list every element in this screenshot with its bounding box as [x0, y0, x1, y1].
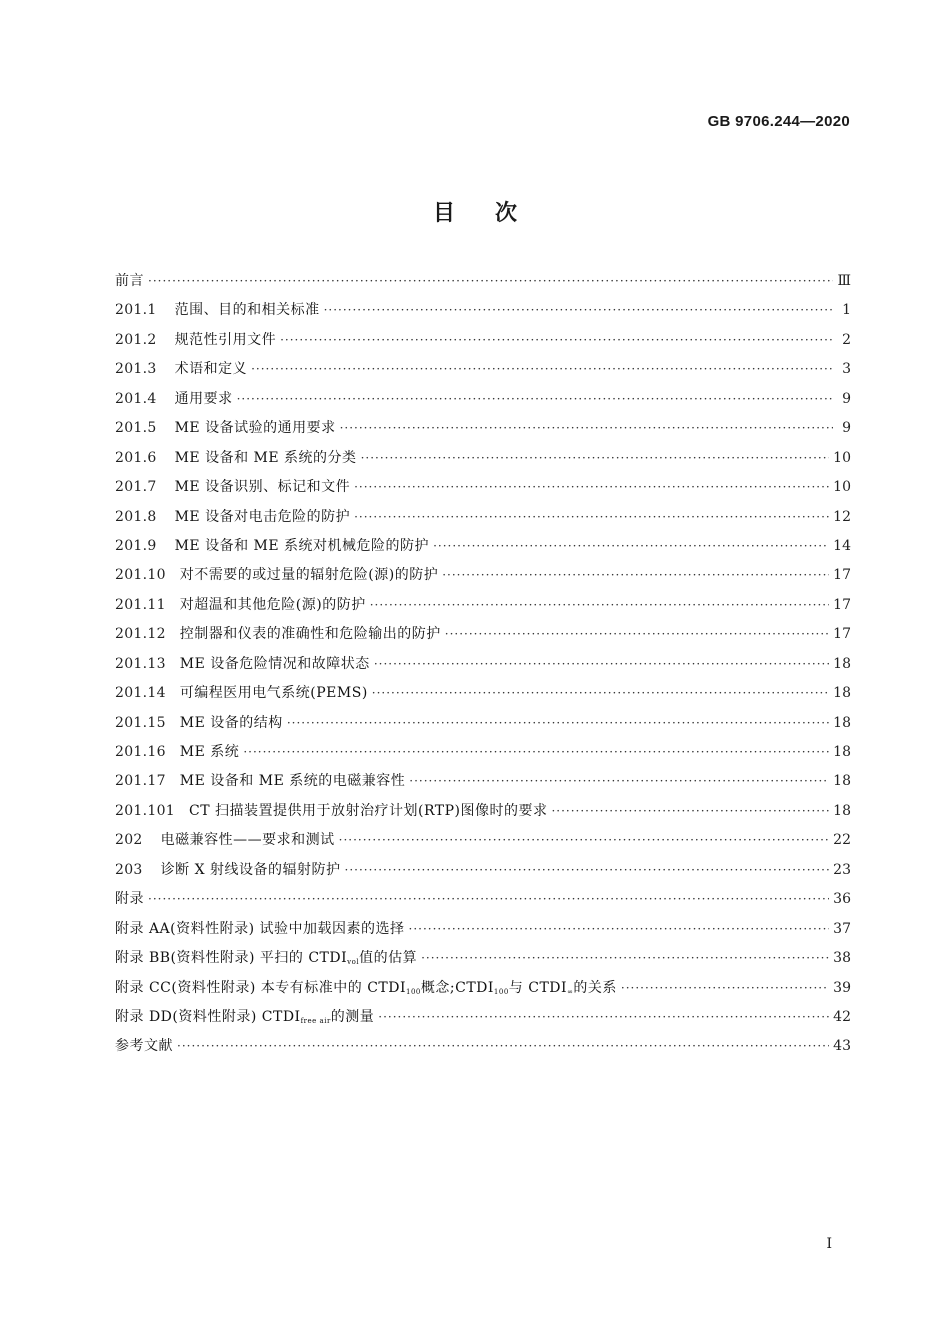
toc-leader-dots	[372, 686, 829, 700]
toc-entry[interactable]	[115, 417, 851, 446]
toc-entry-title-text: 控制器和仪表的准确性和危险输出的防护	[179, 626, 441, 643]
toc-entry-title	[180, 564, 438, 584]
toc-entry-title	[175, 329, 277, 349]
toc-entry-number: 203	[115, 861, 143, 878]
toc-entry-title-text: 前言	[115, 273, 144, 289]
toc-entry-title-text: 诊断 X 射线设备的辐射防护	[160, 861, 341, 878]
toc-entry[interactable]	[115, 594, 851, 623]
toc-entry-title-tail: 概念;CTDI	[420, 979, 494, 996]
toc-entry-number: 201.101	[115, 802, 175, 819]
toc-entry-page: 14	[833, 537, 851, 554]
toc-entry-number: 201.10	[115, 567, 166, 584]
toc-entry-title	[115, 1006, 374, 1026]
toc-entry[interactable]	[115, 535, 851, 564]
toc-entry-title	[175, 535, 429, 555]
toc-entry-number: 201.6	[115, 449, 157, 466]
toc-entry-number: 201.14	[115, 685, 166, 702]
toc-entry-title	[180, 741, 240, 761]
toc-entry[interactable]	[115, 888, 851, 917]
toc-leader-dots	[421, 951, 829, 965]
toc-entry-page: 39	[833, 979, 851, 996]
toc-entry[interactable]	[115, 977, 851, 1006]
toc-entry-number: 201.4	[115, 390, 157, 407]
toc-leader-dots	[251, 362, 833, 376]
toc-entry-page: 17	[833, 626, 851, 643]
toc-entry-page: Ⅲ	[837, 273, 851, 289]
toc-entry-title	[175, 476, 351, 496]
toc-leader-dots	[280, 333, 833, 347]
toc-entry-subscript: free air	[300, 1016, 331, 1025]
toc-leader-dots	[243, 745, 829, 759]
toc-entry-title	[115, 977, 617, 997]
toc-entry-page: 18	[833, 655, 851, 672]
toc-entry-number: 201.12	[115, 626, 166, 643]
toc-entry[interactable]	[115, 270, 851, 299]
toc-leader-dots	[374, 657, 829, 671]
toc-entry-page: 17	[833, 567, 851, 584]
toc-entry-title-text: 对超温和其他危险(源)的防护	[179, 596, 366, 613]
toc-leader-dots	[324, 303, 833, 317]
toc-entry-page: 23	[833, 861, 851, 878]
toc-entry-title-text: ME 系统	[179, 744, 240, 760]
toc-entry-title-text: ME 设备和 ME 系统的分类	[174, 449, 357, 466]
toc-entry-number: 201.5	[115, 420, 157, 437]
toc-entry-page: 43	[833, 1038, 851, 1055]
toc-entry-title-text: 可编程医用电气系统(PEMS)	[179, 685, 368, 702]
toc-entry[interactable]	[115, 770, 851, 799]
toc-entry-page: 36	[833, 891, 851, 908]
toc-entry-page: 17	[833, 596, 851, 613]
toc-entry-title	[180, 712, 283, 732]
toc-entry-subscript: 100	[406, 987, 421, 996]
toc-entry-title-text: 电磁兼容性——要求和测试	[160, 832, 335, 849]
toc-entry-subscript: ∞	[567, 987, 574, 996]
toc-entry-title-text: ME 设备对电击危险的防护	[174, 508, 351, 525]
toc-entry-number: 201.15	[115, 714, 166, 731]
toc-entry[interactable]	[115, 829, 851, 858]
toc-entry-title-text: 附录 AA(资料性附录) 试验中加载因素的选择	[115, 920, 405, 937]
toc-entry-title-text: ME 设备危险情况和故障状态	[179, 655, 370, 672]
toc-entry-page: 18	[833, 714, 851, 731]
toc-entry-page: 37	[833, 920, 851, 937]
toc-entry-title-text: ME 设备试验的通用要求	[174, 420, 336, 437]
toc-entry[interactable]	[115, 712, 851, 741]
toc-entry-page: 2	[842, 331, 851, 348]
toc-entry-page: 1	[842, 302, 851, 319]
toc-entry-number: 201.7	[115, 479, 157, 496]
toc-entry-title-text: 参考文献	[115, 1038, 173, 1055]
toc-entry[interactable]	[115, 388, 851, 417]
toc-entry-title-tail: 的测量	[330, 1008, 375, 1025]
toc-entry-title	[161, 859, 341, 879]
toc-entry-page: 18	[833, 802, 851, 819]
toc-entry[interactable]	[115, 1006, 851, 1035]
toc-entry[interactable]	[115, 506, 851, 535]
toc-entry-page: 42	[833, 1008, 851, 1025]
toc-entry-page: 9	[842, 390, 851, 407]
toc-leader-dots	[237, 392, 833, 406]
toc-entry-title	[175, 447, 357, 467]
toc-entry-title-tail: 的关系	[573, 979, 617, 996]
toc-entry-page: 22	[833, 832, 851, 849]
toc-entry-title	[115, 918, 405, 938]
toc-leader-dots	[148, 274, 833, 288]
toc-entry-title-text: ME 设备的结构	[179, 714, 283, 731]
toc-entry[interactable]	[115, 918, 851, 947]
toc-leader-dots	[445, 627, 829, 641]
standard-code: GB 9706.244—2020	[707, 113, 850, 130]
page-title: 目次	[432, 201, 557, 226]
toc-entry-page: 18	[833, 685, 851, 702]
toc-leader-dots	[370, 598, 829, 612]
toc-entry[interactable]	[115, 623, 851, 652]
toc-entry-subscript: vol	[347, 958, 360, 967]
toc-entry-title-text: 对不需要的或过量的辐射危险(源)的防护	[179, 567, 439, 584]
toc-entry-number: 201.11	[115, 596, 166, 613]
toc-entry[interactable]	[115, 800, 851, 829]
toc-entry-title-text: CT 扫描装置提供用于放射治疗计划(RTP)图像时的要求	[189, 802, 548, 819]
toc-entry-title-text: 范围、目的和相关标准	[174, 302, 320, 319]
toc-leader-dots	[378, 1010, 829, 1024]
toc-entry-page: 9	[842, 420, 851, 437]
toc-entry-page: 10	[833, 479, 851, 496]
toc-entry-number: 201.3	[115, 361, 157, 378]
toc-leader-dots	[339, 833, 830, 847]
toc-entry-title	[180, 682, 368, 702]
toc-leader-dots	[409, 922, 830, 936]
toc-entry-page: 18	[833, 744, 851, 760]
toc-entry[interactable]	[115, 741, 851, 770]
toc-entry-title	[175, 506, 351, 526]
toc-entry-title	[175, 417, 336, 437]
toc-entry-title-text: 术语和定义	[174, 361, 248, 378]
toc-entry-title	[175, 388, 233, 408]
toc-entry-title-text: ME 设备和 ME 系统对机械危险的防护	[174, 537, 430, 554]
toc-entry-title-text: ME 设备识别、标记和文件	[174, 479, 351, 496]
page-number: I	[826, 1236, 832, 1252]
toc-entry[interactable]	[115, 859, 851, 888]
toc-entry-title-text: 通用要求	[174, 390, 233, 407]
toc-leader-dots	[354, 480, 829, 494]
toc-leader-dots	[551, 804, 829, 818]
toc-entry-title	[180, 770, 405, 790]
toc-entry-title	[175, 358, 248, 378]
toc-leader-dots	[442, 568, 829, 582]
toc-leader-dots	[177, 1039, 829, 1053]
toc-entry[interactable]	[115, 947, 851, 976]
toc-entry[interactable]	[115, 476, 851, 505]
toc-entry-title	[180, 594, 366, 614]
toc-entry-title-text: 附录 BB(资料性附录) 平扫的 CTDI	[115, 950, 348, 967]
toc-leader-dots	[621, 981, 829, 995]
toc-entry[interactable]	[115, 358, 851, 387]
toc-entry-title-text: 附录 DD(资料性附录) CTDI	[115, 1008, 301, 1025]
toc-entry-title	[161, 829, 335, 849]
toc-entry-page: 10	[833, 449, 851, 466]
toc-entry-number: 201.13	[115, 655, 166, 672]
toc-entry[interactable]	[115, 447, 851, 476]
toc-entry-title-tail: 值的估算	[359, 950, 418, 967]
toc-entry-number: 201.9	[115, 537, 157, 554]
toc-entry-title	[189, 800, 547, 820]
toc-entry-title	[175, 299, 320, 319]
toc-entry-title	[115, 888, 144, 908]
toc-entry-title-text: 附录	[115, 891, 144, 908]
toc-leader-dots	[433, 539, 829, 553]
toc-leader-dots	[287, 716, 829, 730]
toc-entry-page: 3	[842, 361, 851, 378]
toc-leader-dots	[340, 421, 833, 435]
toc-leader-dots	[148, 892, 829, 906]
toc-entry-title	[115, 947, 417, 967]
toc-entry-subscript: 100	[493, 987, 509, 996]
toc-entry-number: 202	[115, 832, 143, 849]
toc-entry-title-tail: 与 CTDI	[508, 979, 568, 996]
toc-entry-title-text: 规范性引用文件	[174, 331, 277, 348]
toc-entry[interactable]	[115, 653, 851, 682]
toc-entry-page: 38	[833, 950, 851, 967]
toc-entry[interactable]	[115, 299, 851, 328]
toc-entry-title	[115, 1035, 173, 1055]
toc-entry-number: 201.16	[115, 744, 166, 760]
toc-entry[interactable]	[115, 329, 851, 358]
toc-entry-number: 201.2	[115, 331, 157, 348]
toc-entry-title	[180, 623, 441, 643]
toc-entry-number: 201.8	[115, 508, 157, 525]
toc-entry[interactable]	[115, 682, 851, 711]
toc-entry-page: 18	[833, 773, 851, 790]
toc-leader-dots	[354, 510, 829, 524]
toc-leader-dots	[345, 863, 830, 877]
toc-entry-title-text: 附录 CC(资料性附录) 本专有标准中的 CTDI	[115, 979, 407, 996]
toc-entry-title-text: ME 设备和 ME 系统的电磁兼容性	[179, 773, 406, 790]
toc-entry-number: 201.1	[115, 302, 157, 319]
toc-entry-title	[180, 653, 370, 673]
table-of-contents	[115, 270, 851, 1065]
toc-leader-dots	[361, 451, 830, 465]
toc-entry[interactable]	[115, 1035, 851, 1064]
toc-leader-dots	[409, 774, 829, 788]
toc-entry-page: 12	[833, 508, 851, 525]
toc-entry[interactable]	[115, 564, 851, 593]
toc-entry-title	[115, 270, 144, 290]
toc-entry-number: 201.17	[115, 773, 166, 790]
